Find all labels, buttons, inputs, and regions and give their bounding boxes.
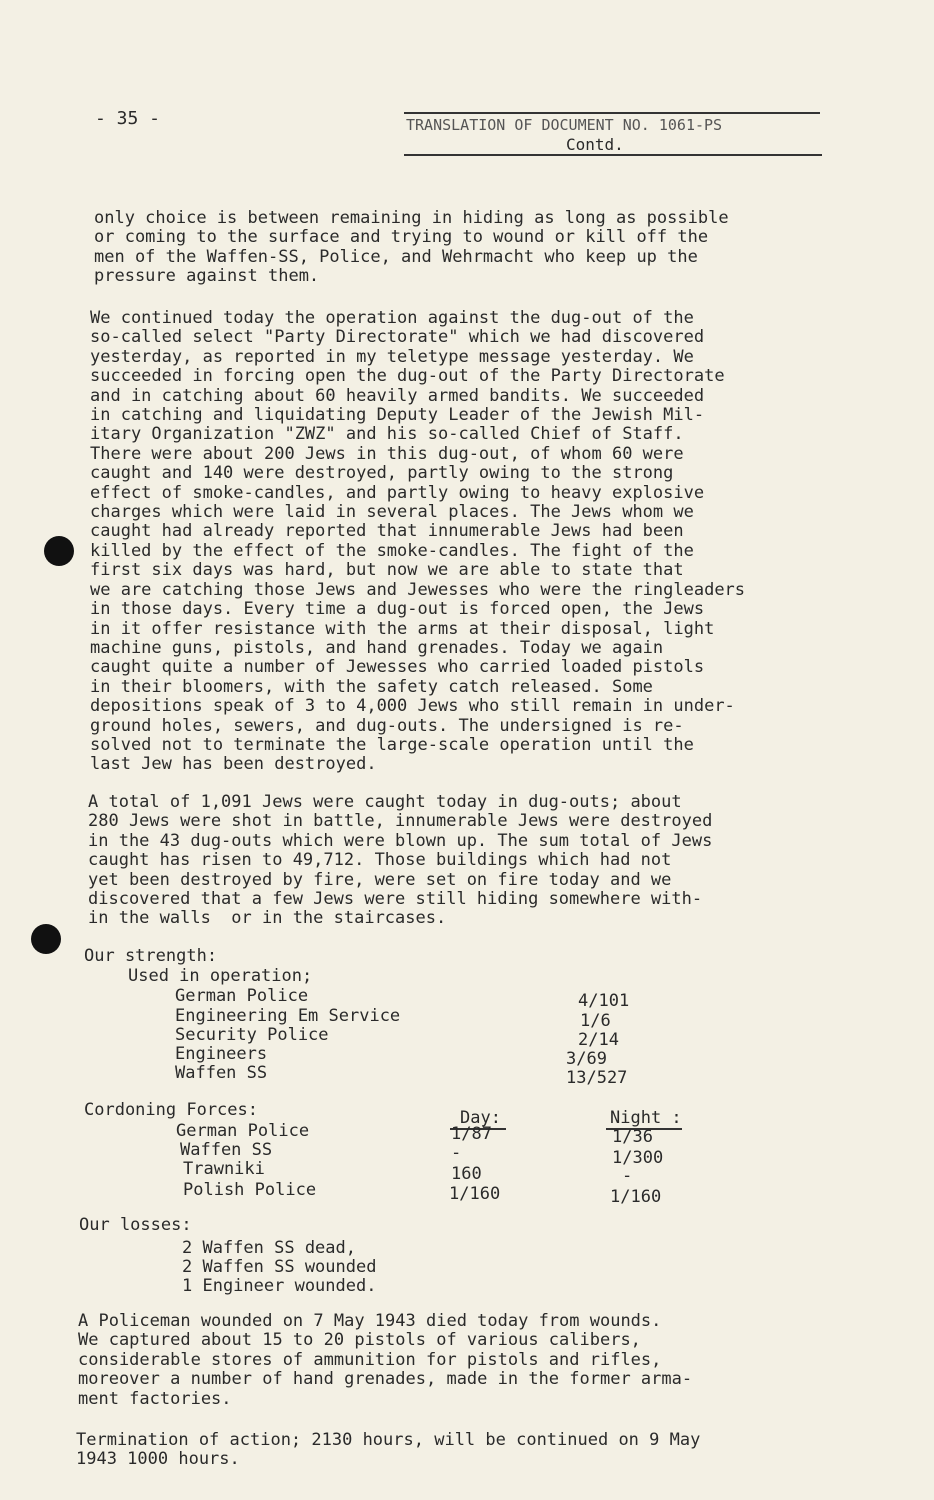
text-line: discovered that a few Jews were still hiding somewhere with- (88, 889, 703, 910)
paragraph-4 (78, 1312, 692, 1409)
cordoning-night-value: 1/160 (610, 1187, 662, 1207)
text-line: pressure against them. (94, 266, 320, 287)
cordoning-unit: German Police (176, 1121, 310, 1141)
text-line: we are catching those Jews and Jewesses who were the ringleaders (90, 579, 746, 600)
cordoning-unit: Trawniki (183, 1159, 265, 1179)
text-line: only choice is between remaining in hiding as long as possible (94, 208, 729, 228)
losses-item: 2 Waffen SS wounded (182, 1257, 377, 1277)
text-line: A total of 1,091 Jews were caught today in dug-outs; about (88, 792, 682, 812)
text-line: caught and 140 were destroyed, partly owing to the strong (90, 463, 674, 484)
paragraph-2 (90, 309, 745, 775)
text-line: yesterday, as reported in my teletype message yesterday. We (90, 346, 694, 367)
strength-unit: Waffen SS (175, 1063, 268, 1083)
text-line: moreover a number of hand grenades, made in the former arma- (78, 1369, 693, 1390)
text-line: in those days. Every time a dug-out is forced open, the Jews (90, 599, 705, 620)
text-line: depositions speak of 3 to 4,000 Jews who still remain in under- (90, 696, 735, 717)
day-column-header: Day: (460, 1108, 501, 1128)
strength-value: 2/14 (578, 1030, 619, 1050)
text-line: charges which were laid in several places. The Jews whom we (90, 502, 694, 523)
strength-value: 13/527 (566, 1068, 628, 1088)
text-line: last Jew has been destroyed. (90, 754, 377, 775)
paragraph-1 (94, 209, 729, 287)
text-line: solved not to terminate the large-scale operation until the (90, 734, 694, 755)
text-line: men of the Waffen-SS, Police, and Wehrmacht who keep up the (94, 246, 698, 267)
text-line: Termination of action; 2130 hours, will be continued on 9 May (76, 1430, 701, 1450)
cordoning-day-value: 1/160 (449, 1184, 501, 1204)
text-line: in the 43 dug-outs which were blown up. The sum total of Jews (88, 830, 713, 851)
paragraph-3 (88, 793, 712, 929)
text-line: so-called select "Party Directorate" which we had discovered (90, 327, 705, 348)
strength-value: 4/101 (578, 991, 630, 1011)
losses-item: 1 Engineer wounded. (182, 1276, 377, 1296)
cordoning-night-value: - (622, 1166, 633, 1186)
strength-unit: Engineering Em Service (175, 1006, 401, 1026)
punch-hole-bottom (31, 924, 61, 954)
losses-item: 2 Waffen SS dead, (182, 1238, 356, 1258)
text-line: yet been destroyed by fire, were set on fire today and we (88, 869, 672, 890)
text-line: We continued today the operation against the dug-out of the (90, 308, 694, 328)
text-line: or coming to the surface and trying to wound or kill off the (94, 227, 709, 248)
text-line: considerable stores of ammunition for pistols and rifles, (78, 1349, 662, 1370)
strength-value: 3/69 (566, 1049, 607, 1069)
strength-unit: Engineers (175, 1044, 268, 1064)
cordoning-day-value: 160 (451, 1164, 482, 1184)
cordoning-night-value: 1/300 (612, 1148, 664, 1168)
text-line: 280 Jews were shot in battle, innumerable Jews were destroyed (88, 811, 713, 832)
page-number: - 35 - (95, 108, 161, 129)
strength-heading: Our strength: (84, 946, 218, 966)
text-line: ment factories. (78, 1388, 232, 1409)
text-line: ground holes, sewers, and dug-outs. The undersigned is re- (90, 715, 684, 736)
text-line: We captured about 15 to 20 pistols of various calibers, (78, 1330, 641, 1351)
text-line: A Policeman wounded on 7 May 1943 died today from wounds. (78, 1311, 662, 1331)
text-line: machine guns, pistols, and hand grenades. Today we again (90, 637, 664, 658)
strength-unit: German Police (175, 986, 309, 1006)
paragraph-5 (76, 1431, 700, 1470)
cordoning-night-value: 1/36 (612, 1127, 653, 1147)
text-line: in catching and liquidating Deputy Leader of the Jewish Mil- (90, 405, 705, 426)
text-line: There were about 200 Jews in this dug-out, of whom 60 were (90, 443, 684, 464)
text-line: and in catching about 60 heavily armed bandits. We succeeded (90, 385, 705, 406)
punch-hole-top (44, 536, 74, 566)
losses-heading: Our losses: (79, 1215, 192, 1235)
cordoning-day-value: 1/87 (451, 1124, 492, 1144)
text-line: itary Organization "ZWZ" and his so-called Chief of Staff. (90, 424, 684, 445)
header-contd: Contd. (566, 135, 624, 154)
strength-unit: Security Police (175, 1025, 329, 1045)
text-line: effect of smoke-candles, and partly owing to heavy explosive (90, 482, 705, 503)
text-line: 1943 1000 hours. (76, 1449, 240, 1470)
text-line: succeeded in forcing open the dug-out of the Party Directorate (90, 366, 725, 387)
cordoning-unit: Polish Police (183, 1180, 317, 1200)
header-title: TRANSLATION OF DOCUMENT NO. 1061-PS (406, 116, 723, 134)
header-rule-bottom (404, 154, 822, 156)
text-line: caught quite a number of Jewesses who carried loaded pistols (90, 657, 705, 678)
night-column-header: Night : (610, 1108, 682, 1128)
text-line: in it offer resistance with the arms at their disposal, light (90, 618, 715, 639)
text-line: in the walls or in the staircases. (88, 908, 447, 929)
text-line: first six days was hard, but now we are able to state that (90, 560, 684, 581)
header-rule-top (404, 112, 820, 114)
text-line: caught has risen to 49,712. Those buildings which had not (88, 850, 672, 871)
cordoning-heading: Cordoning Forces: (84, 1100, 258, 1120)
text-line: killed by the effect of the smoke-candles. The fight of the (90, 540, 694, 561)
text-line: in their bloomers, with the safety catch released. Some (90, 676, 653, 697)
cordoning-day-value: - (451, 1143, 462, 1163)
strength-subheading: Used in operation; (128, 966, 313, 986)
cordoning-unit: Waffen SS (180, 1140, 273, 1160)
strength-value: 1/6 (580, 1011, 611, 1031)
text-line: caught had already reported that innumerable Jews had been (90, 521, 684, 542)
